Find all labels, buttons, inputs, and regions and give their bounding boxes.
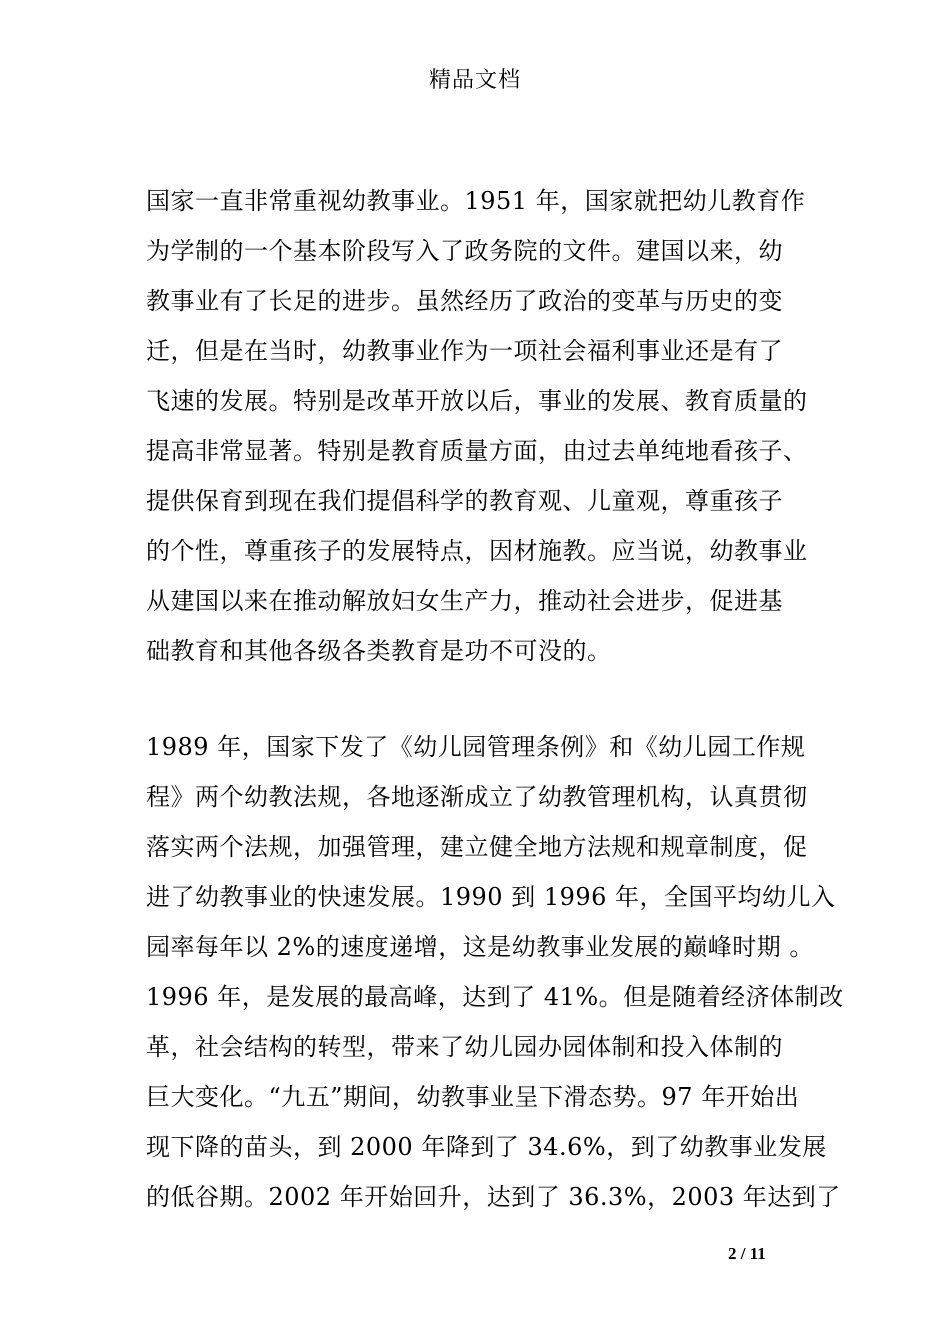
text-line: 迁，但是在当时，幼教事业作为一项社会福利事业还是有了 <box>146 337 783 365</box>
text-line: 现下降的苗头，到 2000 年降到了 34.6%，到了幼教事业发展 <box>146 1133 827 1161</box>
text-line: 革，社会结构的转型，带来了幼儿园办园体制和投入体制的 <box>146 1033 783 1061</box>
text-line: 园率每年以 2%的速度递增，这是幼教事业发展的巅峰时期 。 <box>146 933 814 961</box>
text-line: 巨大变化。“九五”期间，幼教事业呈下滑态势。97 年开始出 <box>146 1083 800 1111</box>
page-header-title: 精品文档 <box>428 68 521 93</box>
paragraph-2 <box>146 722 844 1222</box>
page-number: 2 / 11 <box>728 1244 766 1263</box>
text-line: 飞速的发展。特别是改革开放以后，事业的发展、教育质量的 <box>146 387 808 415</box>
text-line: 1989 年，国家下发了《幼儿园管理条例》和《幼儿园工作规 <box>146 733 806 761</box>
text-line: 落实两个法规，加强管理，建立健全地方法规和规章制度，促 <box>146 833 808 861</box>
text-line: 提供保育到现在我们提倡科学的教育观、儿童观，尊重孩子 <box>146 487 783 515</box>
text-line: 础教育和其他各级各类教育是功不可没的。 <box>146 637 612 665</box>
paragraph-1 <box>146 176 808 676</box>
text-line: 从建国以来在推动解放妇女生产力，推动社会进步，促进基 <box>146 587 783 615</box>
text-line: 提高非常显著。特别是教育质量方面，由过去单纯地看孩子、 <box>146 437 808 465</box>
text-line: 国家一直非常重视幼教事业。1951 年，国家就把幼儿教育作 <box>146 187 806 215</box>
text-line: 进了幼教事业的快速发展。1990 到 1996 年，全国平均幼儿入 <box>146 883 836 911</box>
text-line: 教事业有了长足的进步。虽然经历了政治的变革与历史的变 <box>146 287 783 315</box>
text-line: 1996 年，是发展的最高峰，达到了 41%。但是随着经济体制改 <box>146 983 844 1011</box>
text-line: 的低谷期。2002 年开始回升，达到了 36.3%，2003 年达到了 <box>146 1183 841 1211</box>
text-line: 的个性，尊重孩子的发展特点，因材施教。应当说，幼教事业 <box>146 537 808 565</box>
text-line: 程》两个幼教法规，各地逐渐成立了幼教管理机构，认真贯彻 <box>146 783 808 811</box>
text-line: 为学制的一个基本阶段写入了政务院的文件。建国以来，幼 <box>146 237 783 265</box>
